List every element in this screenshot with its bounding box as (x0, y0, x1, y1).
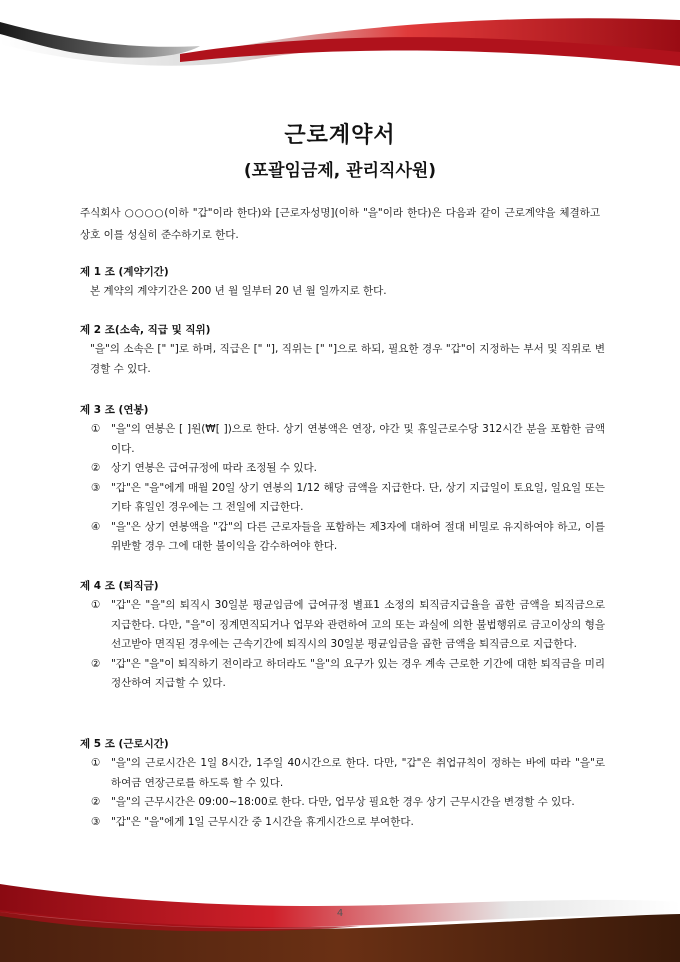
list-item (80, 459, 605, 479)
article-text: "을"의 소속은 [" "]로 하며, 직급은 [" "], 직위는 [" "]으로 하되, 필요한 경우 "갑"이 지정하는 부서 및 직위로 변경할 수 있다. (90, 343, 605, 375)
list-item (80, 518, 605, 557)
list-item (80, 754, 605, 793)
article-text: 본 계약의 계약기간은 200 년 월 일부터 20 년 월 일까지로 한다. (90, 285, 387, 297)
document-subtitle: (포괄임금제, 관리직사원) (243, 161, 437, 181)
document-title: 근로계약서 (284, 123, 396, 148)
item-number: ② (91, 796, 101, 808)
article-title: 제 4 조 (퇴직금) (80, 580, 159, 592)
item-text: "갑"은 "을"에게 매월 20일 상기 연봉의 1/12 해당 금액을 지급한다. 단, 상기 지급일이 토요일, 일요일 또는 기타 휴일인 경우에는 그 전일에 지급한다. (111, 481, 605, 513)
list-item (80, 655, 605, 694)
item-text: "을"의 근로시간은 1일 8시간, 1주일 40시간으로 한다. 다만, "갑"은 취업규칙이 정하는 바에 따라 "을"로 하여금 연장근로를 하도록 할 수 있다. (111, 757, 605, 789)
item-text: "갑"은 "을"의 퇴직시 30일분 평균임금에 급여규정 별표1 소정의 퇴직금지급율을 곱한 금액을 퇴직금으로 지급한다. 다만, "을"이 징계면직되거나 업무와 관련하여 고의 또는 과실에 의한 불법행위로 금고이상의 형을 선고받아 면직된 경우에는 근속기간에 퇴직시의 30일분 평균임금을 곱한 금액을 퇴직금으로 지급한다. (111, 599, 605, 650)
item-text: "을"은 상기 연봉액을 "갑"의 다른 근로자들을 포함하는 제3자에 대하여 절대 비밀로 유지하여야 하고, 이를 위반할 경우 그에 대한 불이익을 감수하여야 한다. (111, 520, 605, 552)
article-2 (80, 320, 605, 379)
header-decoration (0, 0, 680, 80)
article-title: 제 3 조 (연봉) (80, 404, 149, 416)
list-item (80, 420, 605, 459)
item-text: "을"의 근무시간은 09:00~18:00로 한다. 다만, 업무상 필요한 경우 상기 근무시간을 변경할 수 있다. (111, 796, 575, 808)
item-number: ④ (91, 520, 101, 533)
item-number: ① (91, 599, 101, 611)
item-text: "을"의 연봉은 [ ]원(₩[ ])으로 한다. 상기 연봉액은 연장, 야간 및 휴일근로수당 312시간 분을 포함한 금액이다. (111, 423, 605, 455)
item-text: 상기 연봉은 급여규정에 따라 조정될 수 있다. (111, 462, 317, 474)
article-title: 제 2 조(소속, 직급 및 직위) (80, 324, 211, 336)
list-item (80, 813, 605, 833)
article-title: 제 1 조 (계약기간) (80, 266, 169, 278)
item-number: ③ (91, 481, 101, 494)
article-4 (80, 576, 605, 694)
item-number: ① (91, 423, 101, 435)
intro-paragraph: 주식회사 ○○○○(이하 "갑"이라 한다)와 [근로자성명](이하 "을"이라 한다)은 다음과 같이 근로계약을 체결하고 상호 이를 성실히 준수하기로 한다. (80, 207, 600, 241)
page-number: 4 (336, 908, 344, 919)
list-item (80, 596, 605, 655)
list-item (80, 479, 605, 518)
article-3 (80, 400, 605, 557)
item-text: "갑"은 "을"이 퇴직하기 전이라고 하더라도 "을"의 요구가 있는 경우 계속 근로한 기간에 대한 퇴직금을 미리 정산하여 지급할 수 있다. (111, 657, 605, 689)
item-number: ② (91, 462, 101, 474)
item-number: ① (91, 757, 101, 769)
item-number: ③ (91, 815, 101, 828)
article-title: 제 5 조 (근로시간) (80, 738, 169, 750)
article-1 (80, 262, 605, 302)
item-number: ② (91, 657, 101, 670)
list-item (80, 793, 605, 813)
item-text: "갑"은 "을"에게 1일 근무시간 중 1시간을 휴게시간으로 부여한다. (111, 815, 414, 828)
article-5 (80, 734, 605, 832)
